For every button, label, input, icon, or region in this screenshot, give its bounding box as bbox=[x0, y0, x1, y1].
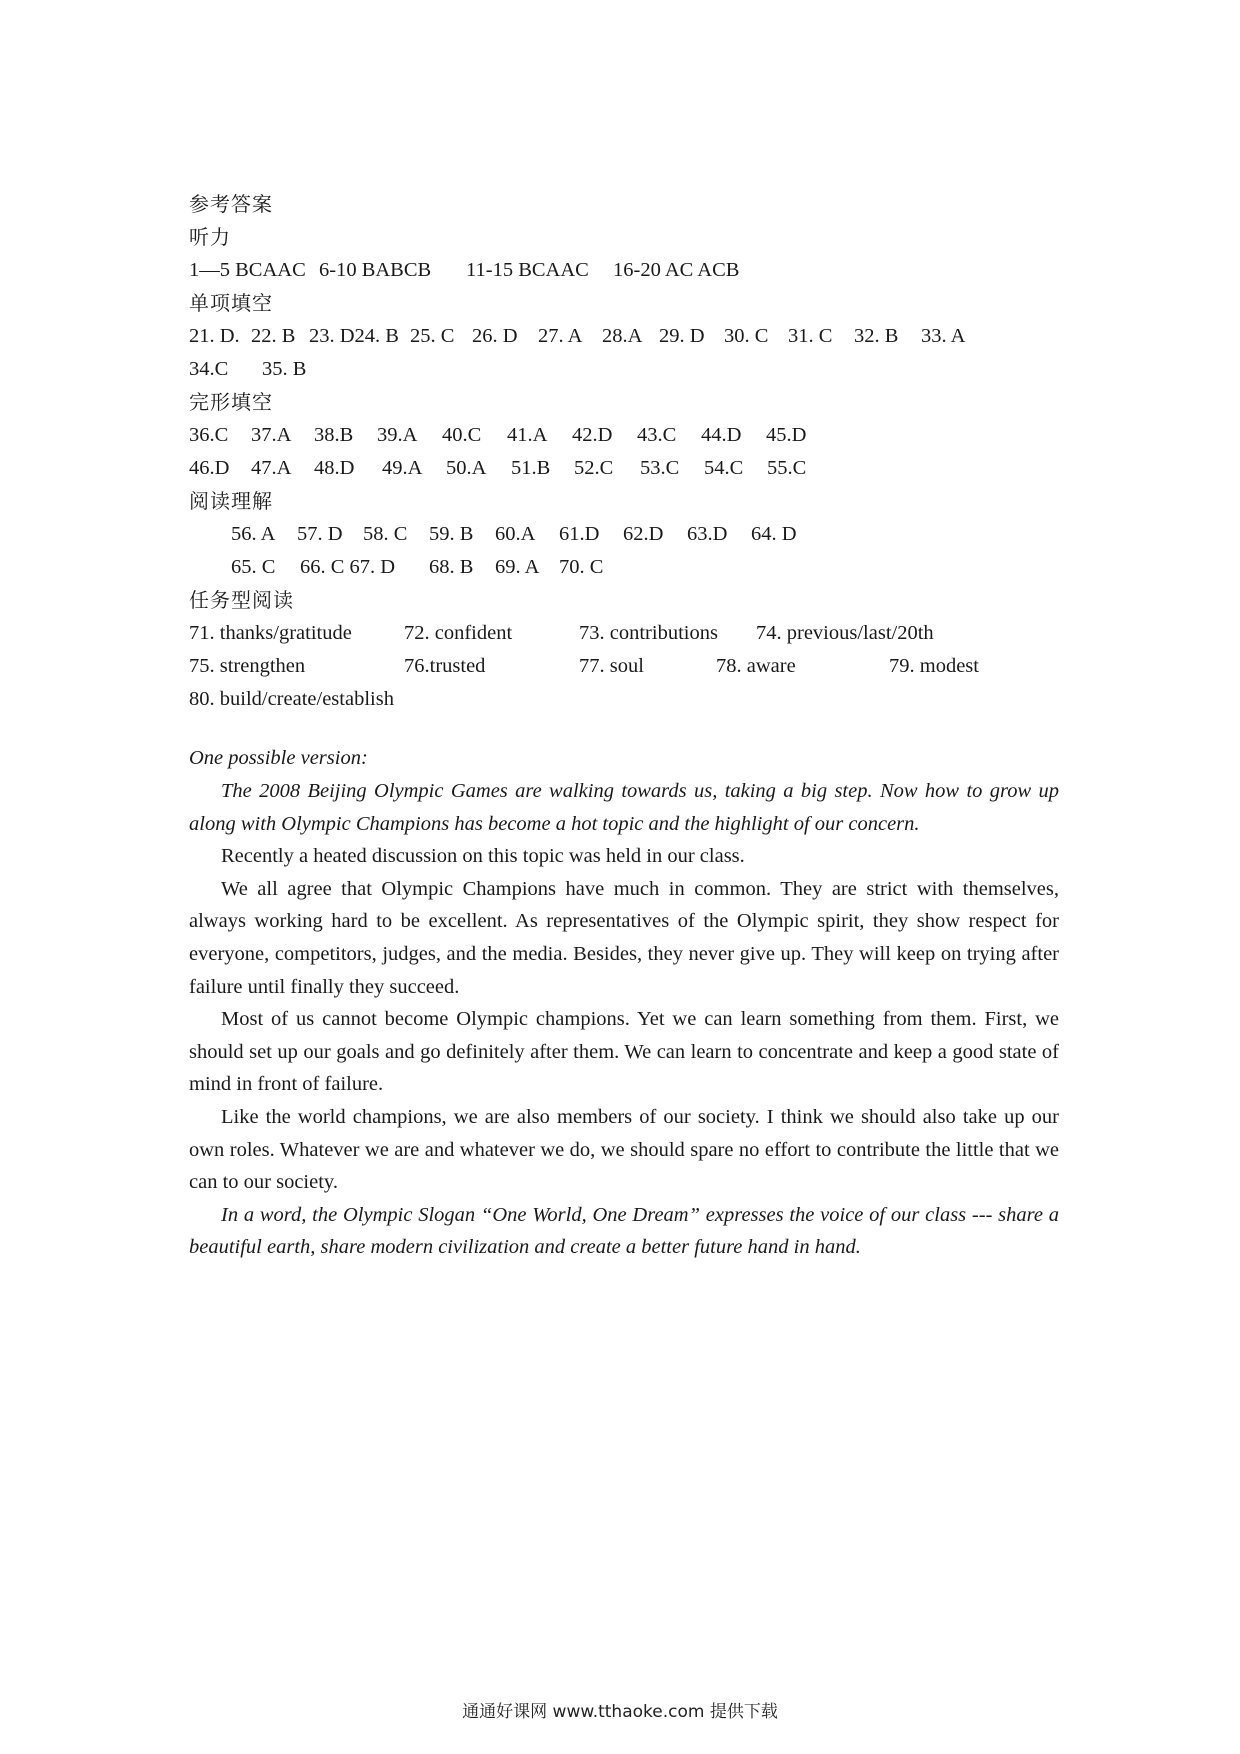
answer-item: 51.B bbox=[511, 457, 551, 479]
spacer bbox=[189, 716, 1059, 742]
answer-item: 26. D bbox=[472, 325, 518, 347]
answer-item: 28.A bbox=[602, 325, 643, 347]
answer-item: 60.A bbox=[495, 523, 536, 545]
answer-item: 38.B bbox=[314, 424, 354, 446]
section-title-single-choice: 单项填空 bbox=[189, 291, 273, 315]
answer-item: 47.A bbox=[251, 457, 292, 479]
answer-item: 61.D bbox=[559, 523, 600, 545]
answer-item: 22. B bbox=[251, 325, 296, 347]
essay-paragraph: Recently a heated discussion on this topic was held in our class. bbox=[221, 845, 745, 868]
essay-paragraph-conclusion: In a word, the Olympic Slogan “One World, One Dream” expresses the voice of our class --- share a beautiful earth, share modern civilization and create a better future hand in hand. bbox=[189, 1203, 1059, 1259]
answer-item: 31. C bbox=[788, 325, 833, 347]
answer-row-single-choice-1 bbox=[189, 320, 1059, 353]
answer-item: 40.C bbox=[442, 424, 482, 446]
essay-paragraph: We all agree that Olympic Champions have much in common. They are strict with themselves, always working hard to be excellent. As representatives of the Olympic spirit, they show respect for everyone, competitors, judges, and the media. Besides, they never give up. They will keep on trying after failure until finally they succeed. bbox=[189, 877, 1059, 998]
answer-item: 74. previous/last/20th bbox=[756, 622, 934, 644]
answer-item: 37.A bbox=[251, 424, 292, 446]
answer-item: 44.D bbox=[701, 424, 742, 446]
answer-item: 80. build/create/establish bbox=[189, 688, 394, 710]
answer-item: 45.D bbox=[766, 424, 807, 446]
answer-row-reading-1 bbox=[189, 518, 1059, 551]
answer-item: 71. thanks/gratitude bbox=[189, 622, 352, 644]
answer-item: 33. A bbox=[921, 325, 966, 347]
answer-row-cloze-1 bbox=[189, 419, 1059, 452]
answer-row-listening bbox=[189, 254, 1059, 287]
answer-item: 73. contributions bbox=[579, 622, 718, 644]
answer-item: 23. D24. B bbox=[309, 325, 399, 347]
answer-item: 48.D bbox=[314, 457, 355, 479]
answer-item: 56. A bbox=[231, 523, 276, 545]
answer-item: 32. B bbox=[854, 325, 899, 347]
section-title-reading: 阅读理解 bbox=[189, 489, 273, 513]
answer-item: 46.D bbox=[189, 457, 230, 479]
answer-item: 58. C bbox=[363, 523, 408, 545]
answer-item: 25. C bbox=[410, 325, 455, 347]
section-title-cloze: 完形填空 bbox=[189, 390, 273, 414]
answer-item: 43.C bbox=[637, 424, 677, 446]
page-heading: 参考答案 bbox=[189, 192, 273, 216]
answer-item: 27. A bbox=[538, 325, 583, 347]
answer-item: 69. A bbox=[495, 556, 540, 578]
answer-item: 62.D bbox=[623, 523, 664, 545]
essay-label: One possible version: bbox=[189, 747, 368, 769]
answer-item: 1—5 BCAAC bbox=[189, 259, 306, 281]
essay-paragraph-intro: The 2008 Beijing Olympic Games are walking towards us, taking a big step. Now how to grow up along with Olympic Champions has become a hot topic and the highlight of our concern. bbox=[189, 780, 1059, 835]
answer-item: 66. C 67. D bbox=[300, 556, 396, 578]
answer-item: 68. B bbox=[429, 556, 474, 578]
section-title-task-reading: 任务型阅读 bbox=[189, 588, 294, 612]
answer-row-task-reading-2 bbox=[189, 650, 1059, 683]
answer-item: 50.A bbox=[446, 457, 487, 479]
answer-item: 77. soul bbox=[579, 655, 644, 677]
page-footer: 通通好课网 www.tthaoke.com 提供下载 bbox=[462, 1702, 778, 1722]
answer-item: 79. modest bbox=[889, 655, 979, 677]
answer-item: 6-10 BABCB bbox=[319, 259, 432, 281]
answer-item: 64. D bbox=[751, 523, 797, 545]
section-title-listening: 听力 bbox=[189, 225, 231, 249]
answer-row-single-choice-2 bbox=[189, 353, 1059, 386]
answer-item: 39.A bbox=[377, 424, 418, 446]
answer-item: 53.C bbox=[640, 457, 680, 479]
answer-item: 49.A bbox=[382, 457, 423, 479]
answer-item: 34.C bbox=[189, 358, 229, 380]
answer-item: 52.C bbox=[574, 457, 614, 479]
answer-item: 21. D. bbox=[189, 325, 240, 347]
answer-item: 30. C bbox=[724, 325, 769, 347]
answer-item: 65. C bbox=[231, 556, 276, 578]
answer-item: 55.C bbox=[767, 457, 807, 479]
answer-row-reading-2 bbox=[189, 551, 1059, 584]
answer-row-cloze-2 bbox=[189, 452, 1059, 485]
answer-item: 59. B bbox=[429, 523, 474, 545]
answer-item: 16-20 AC ACB bbox=[613, 259, 740, 281]
essay-paragraph: Like the world champions, we are also members of our society. I think we should also take up our own roles. Whatever we are and whatever we do, we should spare no effort to contribute the little that we can to our society. bbox=[189, 1105, 1059, 1194]
answer-item: 57. D bbox=[297, 523, 343, 545]
answer-item: 41.A bbox=[507, 424, 548, 446]
answer-item: 75. strengthen bbox=[189, 655, 306, 677]
answer-item: 35. B bbox=[262, 358, 307, 380]
answer-item: 54.C bbox=[704, 457, 744, 479]
answer-item: 11-15 BCAAC bbox=[466, 259, 589, 281]
essay-paragraph: Most of us cannot become Olympic champions. Yet we can learn something from them. First, we should set up our goals and go definitely after them. We can learn to concentrate and keep a good state of mind in front of failure. bbox=[189, 1008, 1059, 1096]
answer-item: 42.D bbox=[572, 424, 613, 446]
answer-row-task-reading-3 bbox=[189, 683, 1059, 716]
answer-item: 72. confident bbox=[404, 622, 513, 644]
answer-item: 78. aware bbox=[716, 655, 796, 677]
answer-item: 29. D bbox=[659, 325, 705, 347]
answer-item: 70. C bbox=[559, 556, 604, 578]
answer-item: 63.D bbox=[687, 523, 728, 545]
answer-item: 76.trusted bbox=[404, 655, 486, 677]
answer-row-task-reading-1 bbox=[189, 617, 1059, 650]
answer-item: 36.C bbox=[189, 424, 229, 446]
answer-key-content bbox=[189, 188, 1059, 1264]
